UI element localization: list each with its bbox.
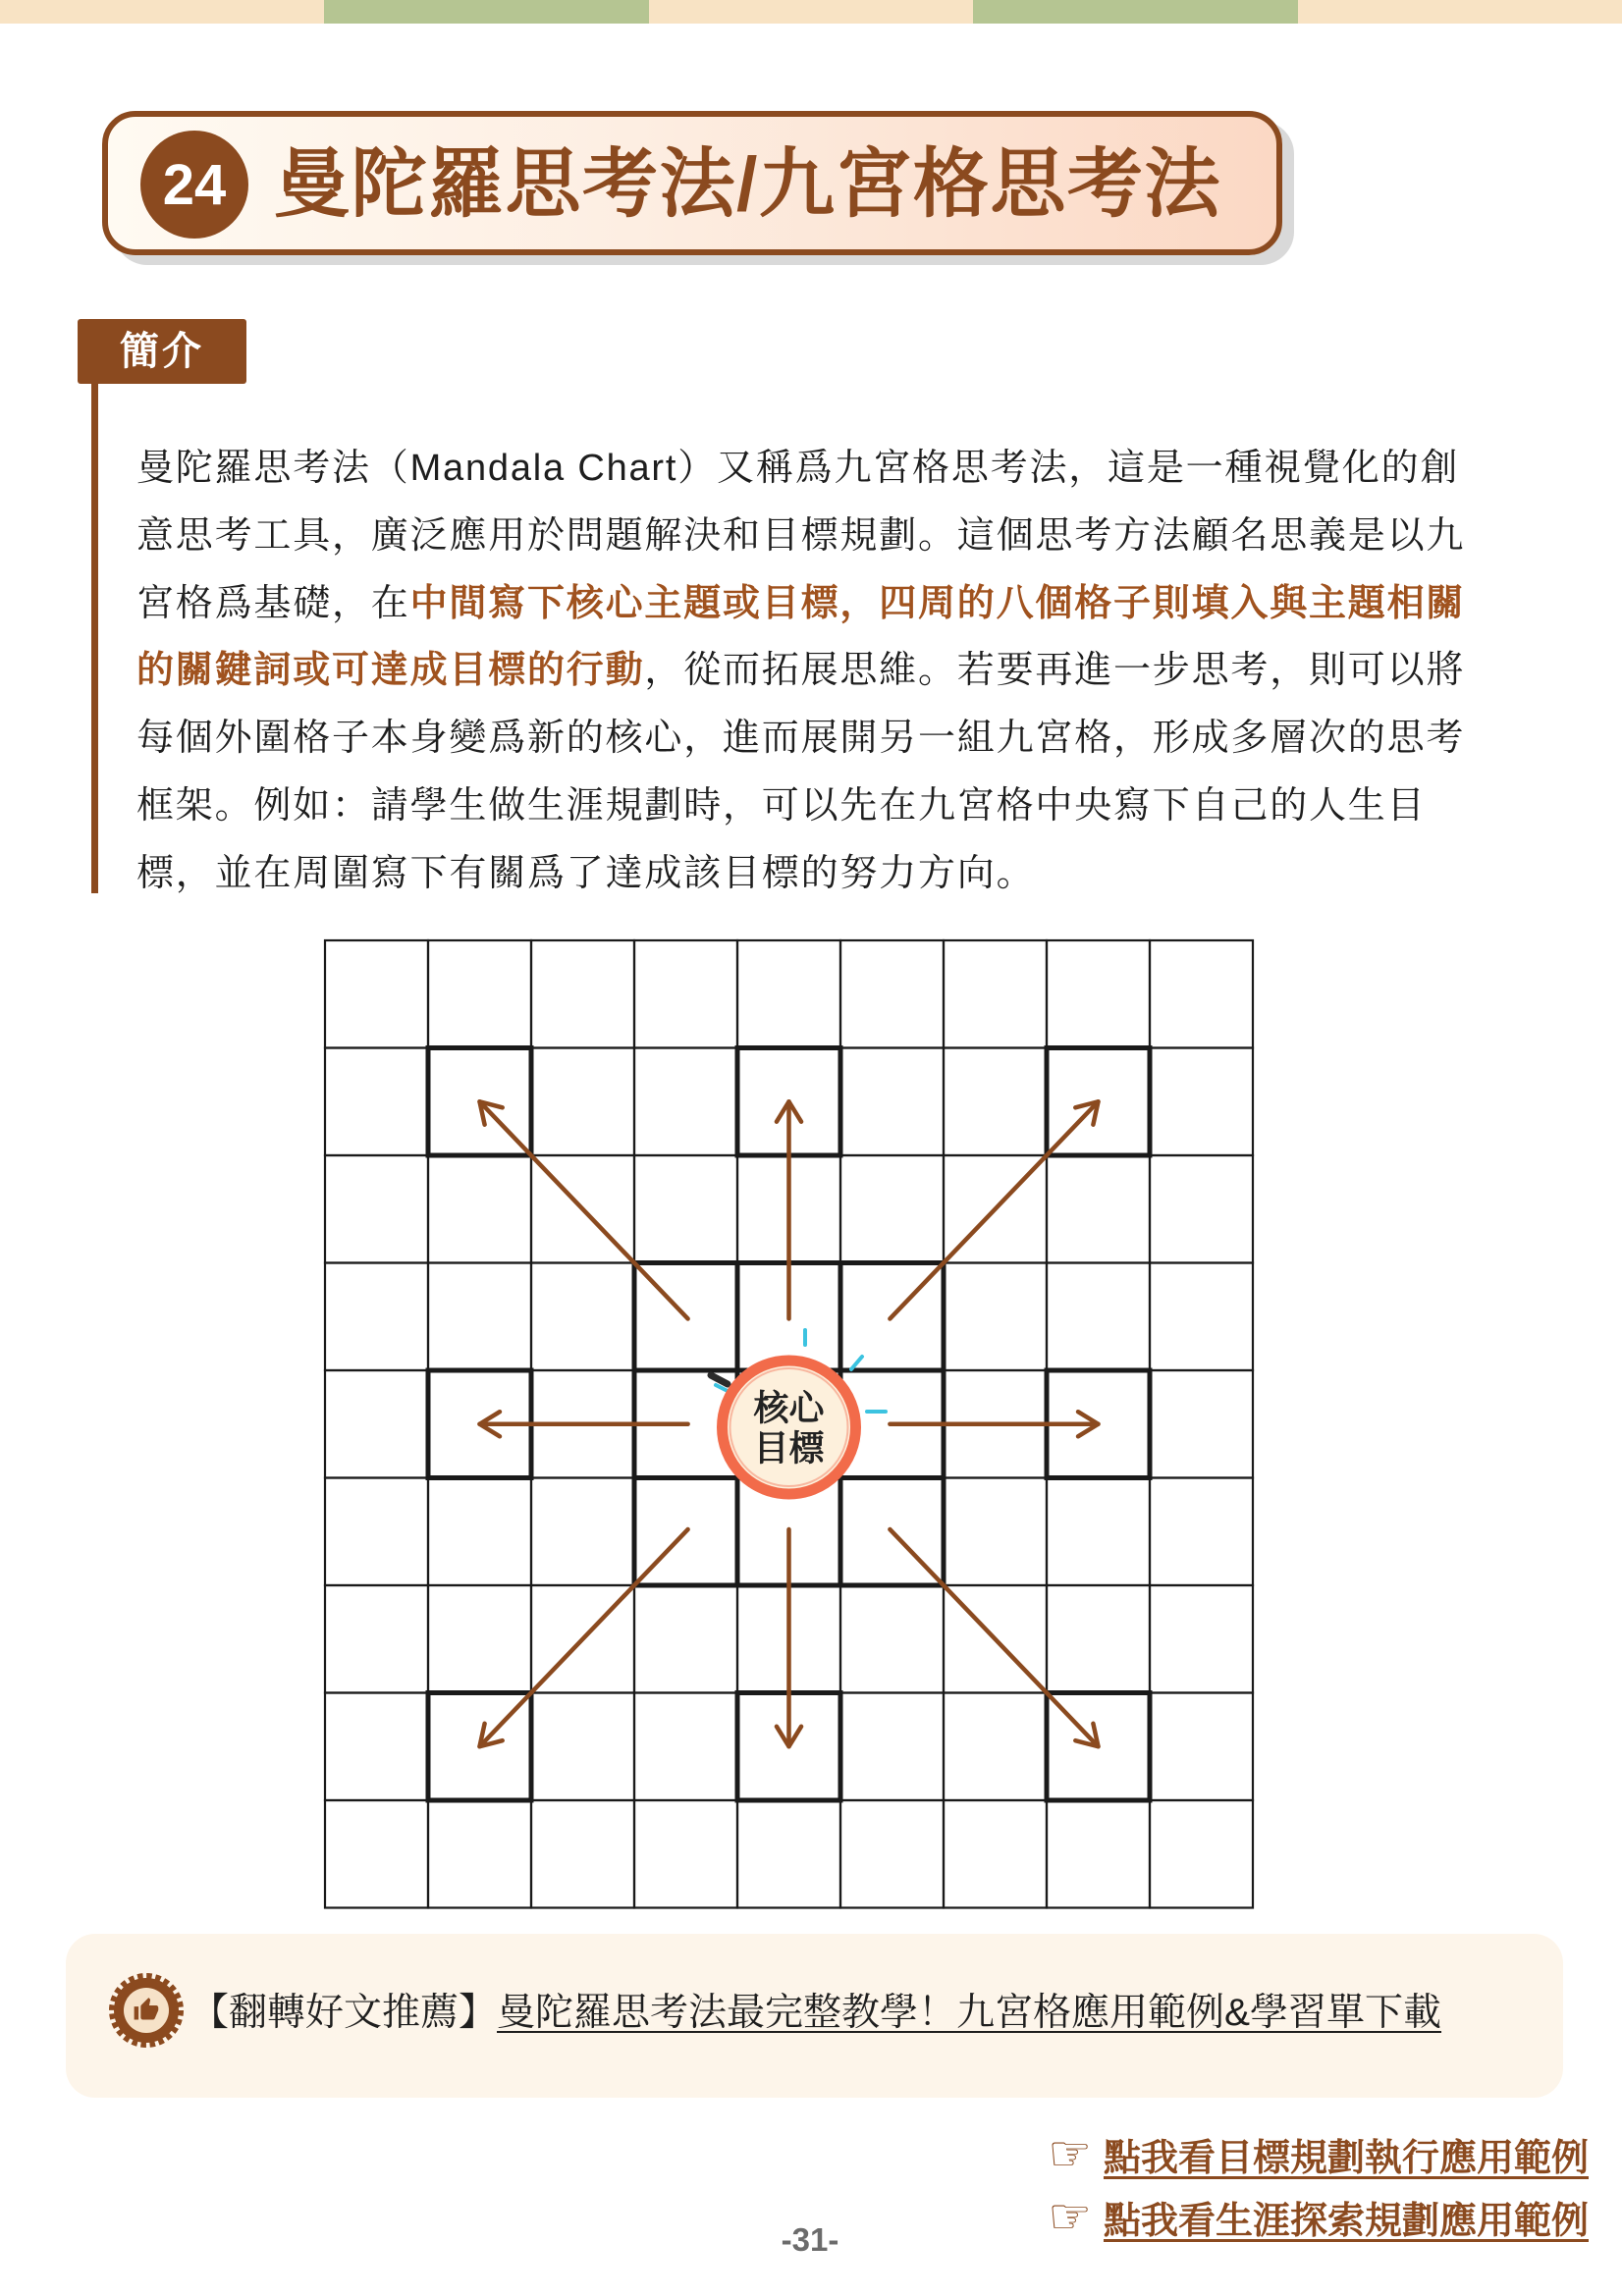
grid-cell (325, 940, 428, 1048)
grid-cell (1047, 1155, 1150, 1263)
recommendation-text (190, 1988, 1441, 2039)
pointing-hand-icon (1048, 2189, 1092, 2244)
grid-cell (428, 1585, 531, 1693)
grid-cell (737, 1800, 840, 1908)
thumbs-up-badge-icon (109, 1973, 184, 2048)
grid-cell (325, 1263, 428, 1371)
grid-cell (944, 1263, 1047, 1371)
grid-cell (840, 1693, 944, 1801)
page-title: 曼陀羅思考法/九宮格思考法 (274, 142, 1221, 227)
grid-cell (634, 940, 737, 1048)
grid-cell (944, 940, 1047, 1048)
intro-paragraph (136, 435, 1531, 908)
arrow-shaft (890, 1101, 1098, 1318)
paragraph-line (136, 637, 1531, 705)
paragraph-line (136, 773, 1531, 840)
top-stripe (973, 0, 1297, 24)
paragraph-line (136, 435, 1531, 503)
grid-cell (325, 1478, 428, 1586)
pointing-hand-icon (1048, 2126, 1092, 2181)
grid-cell (634, 1693, 737, 1801)
decor-stroke (851, 1357, 862, 1369)
grid-cell (840, 940, 944, 1048)
grid-cell (531, 1263, 634, 1371)
recommendation-article-link[interactable]: 曼陀羅思考法最完整教學！九宮格應用範例&學習單下載 (497, 1992, 1442, 2034)
grid-cell (531, 1478, 634, 1586)
grid-cell (1150, 1585, 1253, 1693)
grid-cell (1150, 1155, 1253, 1263)
grid-cell (737, 940, 840, 1048)
grid-cell (531, 1693, 634, 1801)
mandala-grid-diagram (320, 935, 1258, 1913)
highlight-text: 的關鍵詞或可達成目標的行動 (136, 650, 645, 692)
decor-stroke (711, 1375, 728, 1384)
grid-cell (325, 1155, 428, 1263)
grid-cell (1150, 1800, 1253, 1908)
grid-cell (1047, 1263, 1150, 1371)
grid-cell (840, 1800, 944, 1908)
arrow-down-right (890, 1529, 1098, 1746)
arrow-down-left (480, 1529, 688, 1746)
text-run: 標，並在周圍寫下有關爲了達成該目標的努力方向。 (136, 852, 1036, 894)
grid-cell (531, 1048, 634, 1156)
grid-cell (1150, 1370, 1253, 1478)
top-stripe (0, 0, 324, 24)
top-stripe (1298, 0, 1622, 24)
grid-cell (634, 1155, 737, 1263)
paragraph-line (136, 840, 1531, 908)
page-number: -31- (781, 2221, 839, 2258)
grid-cell (944, 1693, 1047, 1801)
text-run: ，從而拓展思維。若要再進一步思考，則可以將 (644, 650, 1466, 692)
grid-cell (1150, 940, 1253, 1048)
grid-cell (634, 1585, 737, 1693)
top-stripe (649, 0, 973, 24)
grid-cell (634, 1048, 737, 1156)
grid-cell (944, 1800, 1047, 1908)
grid-cell (428, 1155, 531, 1263)
grid-cell (325, 1048, 428, 1156)
grid-cell (1150, 1693, 1253, 1801)
arrow-shaft (480, 1101, 688, 1318)
grid-cell (944, 1048, 1047, 1156)
grid-cell (428, 1478, 531, 1586)
core-label-line-1: 核心 (753, 1387, 825, 1428)
arrow-up (777, 1101, 801, 1318)
paragraph-line (136, 503, 1531, 570)
grid-cell (634, 1800, 737, 1908)
grid-cell (325, 1370, 428, 1478)
top-stripe (324, 0, 648, 24)
intro-side-bar (91, 384, 98, 893)
grid-cell (428, 1263, 531, 1371)
arrow-left (480, 1412, 688, 1436)
arrow-shaft (890, 1529, 1098, 1746)
link-label[interactable]: 點我看生涯探索規劃應用範例 (1103, 2200, 1589, 2242)
grid-cell (1047, 1478, 1150, 1586)
text-run: 宮格爲基礎，在 (136, 582, 410, 624)
grid-cell (840, 1048, 944, 1156)
grid-cell (325, 1693, 428, 1801)
paragraph-line (136, 570, 1531, 638)
grid-cell (1150, 1048, 1253, 1156)
text-run: 框架。例如：請學生做生涯規劃時，可以先在九宮格中央寫下自己的人生目 (136, 784, 1427, 827)
text-run: 曼陀羅思考法（Mandala Chart）又稱爲九宮格思考法，這是一種視覺化的創 (136, 448, 1460, 489)
grid-cell (840, 1155, 944, 1263)
grid-cell (531, 940, 634, 1048)
grid-cell (325, 1585, 428, 1693)
grid-cell (325, 1800, 428, 1908)
arrow-down (777, 1529, 801, 1746)
grid-cell (1150, 1478, 1253, 1586)
intro-section-label: 簡介 (78, 319, 246, 384)
grid-cell (840, 1585, 944, 1693)
arrow-right (890, 1412, 1098, 1436)
highlight-text: 中間寫下核心主題或目標，四周的八個格子則填入與主題相關 (409, 582, 1466, 624)
grid-cell (1047, 1585, 1150, 1693)
chapter-number-badge: 24 (140, 131, 248, 239)
top-stripes (0, 0, 1622, 24)
grid-cell (531, 1800, 634, 1908)
text-run: 意思考工具，廣泛應用於問題解決和目標規劃。這個思考方法顧名思義是以九 (136, 514, 1466, 557)
arrow-up-right (890, 1101, 1098, 1318)
core-label-line-2: 目標 (753, 1427, 825, 1468)
grid-cell (1047, 1800, 1150, 1908)
grid-cell (1150, 1263, 1253, 1371)
arrow-shaft (480, 1529, 688, 1746)
arrow-up-left (480, 1101, 688, 1318)
grid-cell (428, 1800, 531, 1908)
paragraph-line (136, 705, 1531, 773)
grid-cell (1047, 940, 1150, 1048)
link-label[interactable]: 點我看目標規劃執行應用範例 (1103, 2137, 1589, 2179)
text-run: 每個外圍格子本身變爲新的核心，進而展開另一組九宮格，形成多層次的思考 (136, 718, 1466, 760)
example-link-career-exploration[interactable] (1048, 2189, 1589, 2244)
grid-cell (428, 940, 531, 1048)
example-link-goal-planning[interactable] (1048, 2126, 1589, 2181)
recommendation-prefix: 【翻轉好文推薦】 (190, 1992, 498, 2034)
grid-cell (944, 1478, 1047, 1586)
